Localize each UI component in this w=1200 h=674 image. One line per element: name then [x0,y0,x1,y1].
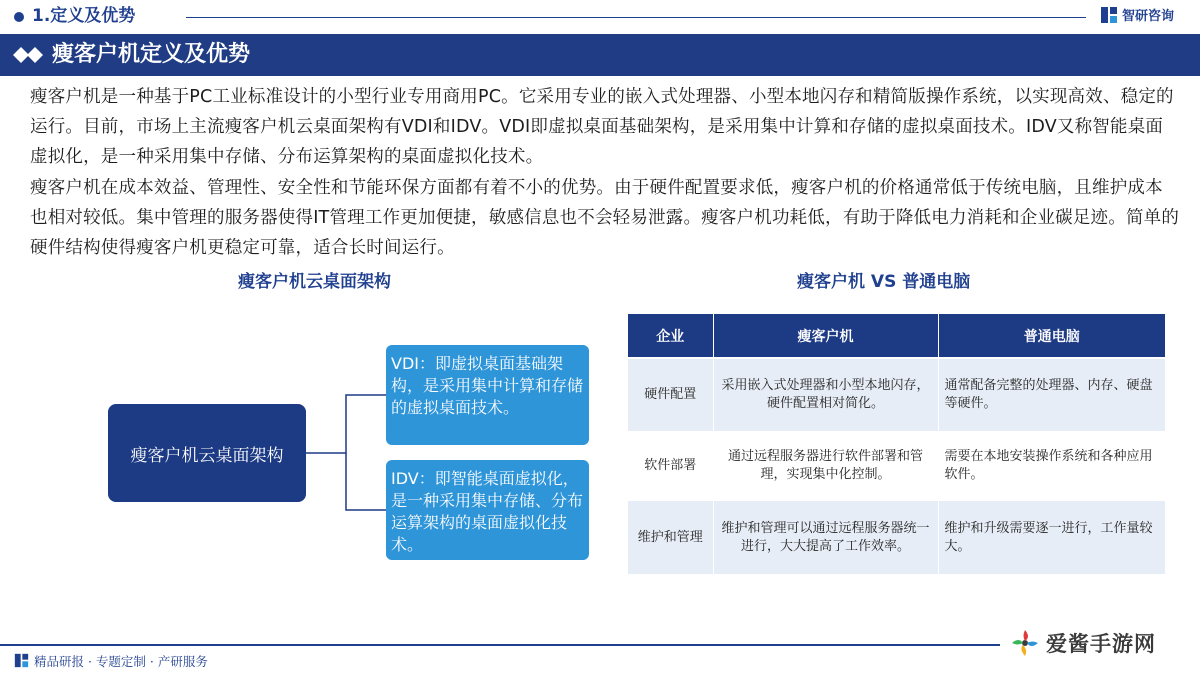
row-label: 软件部署 [628,432,713,500]
advantages-paragraph: 瘦客户机在成本效益、管理性、安全性和节能环保方面都有着不小的优势。由于硬件配置要求低，瘦客户机的价格通常低于传统电脑，且维护成本也相对较低。集中管理的服务器使得IT管理工作更加便捷，敏感信息也不会轻易泄露。瘦客户机功耗低，有助于降低电力消耗和企业碳足迹。简单的硬件结构使得瘦客户机更稳定可靠，适合长时间运行。 [30,178,1180,258]
table-header-row [628,314,1165,358]
section-title: 1.定义及优势 [32,6,136,26]
definition-paragraph: 瘦客户机是一种基于PC工业标准设计的小型行业专用商用PC。它采用专业的嵌入式处理器、小型本地闪存和精简版操作系统，以实现高效、稳定的运行。目前，市场上主流瘦客户机云桌面架构有VDI和IDV。VDI即虚拟桌面基础架构，是采用集中计算和存储的虚拟桌面技术。IDV又称智能桌面虚拟化，是一种采用集中存储、分布运算架构的桌面虚拟化技术。 [30,87,1174,167]
page-title: 瘦客户机定义及优势 [52,42,251,67]
comparison-table [628,314,1165,574]
column-header: 瘦客户机 [713,314,938,358]
site-badge-text: 爱酱手游网 [1046,632,1156,656]
comparison-heading: 瘦客户机 VS 普通电脑 [797,272,971,292]
table-cell: 需要在本地安装操作系统和各种应用软件。 [938,432,1165,500]
table-row [628,432,1165,500]
row-label: 维护和管理 [628,500,713,574]
table-cell: 通常配备完整的处理器、内存、硬盘等硬件。 [938,358,1165,432]
diagram-heading: 瘦客户机云桌面架构 [238,272,391,292]
column-header: 企业 [628,314,713,358]
zhiyan-logo-icon [14,653,29,668]
footer-services-text: 精品研报 · 专题定制 · 产研服务 [34,654,208,669]
table-cell: 维护和升级需要逐一进行，工作量较大。 [938,500,1165,574]
table-row [628,500,1165,574]
row-label: 硬件配置 [628,358,713,432]
table-cell: 维护和管理可以通过远程服务器统一进行，大大提高了工作效率。 [713,500,938,574]
table-cell: 通过远程服务器进行软件部署和管理，实现集中化控制。 [713,432,938,500]
footer-divider [0,644,1000,646]
diagram-idv-node: IDV：即智能桌面虚拟化，是一种采用集中存储、分布运算架构的桌面虚拟化技术。 [386,460,589,560]
site-badge [1010,628,1156,658]
table-cell: 采用嵌入式处理器和小型本地闪存，硬件配置相对简化。 [713,358,938,432]
column-header: 普通电脑 [938,314,1165,358]
diagram-vdi-node: VDI：即虚拟桌面基础架构，是采用集中计算和存储的虚拟桌面技术。 [386,345,589,445]
diagram-root-node: 瘦客户机云桌面架构 [108,404,306,502]
brand-name: 智研咨询 [1122,9,1175,24]
pinwheel-logo-icon [1010,628,1040,658]
table-row [628,358,1165,432]
